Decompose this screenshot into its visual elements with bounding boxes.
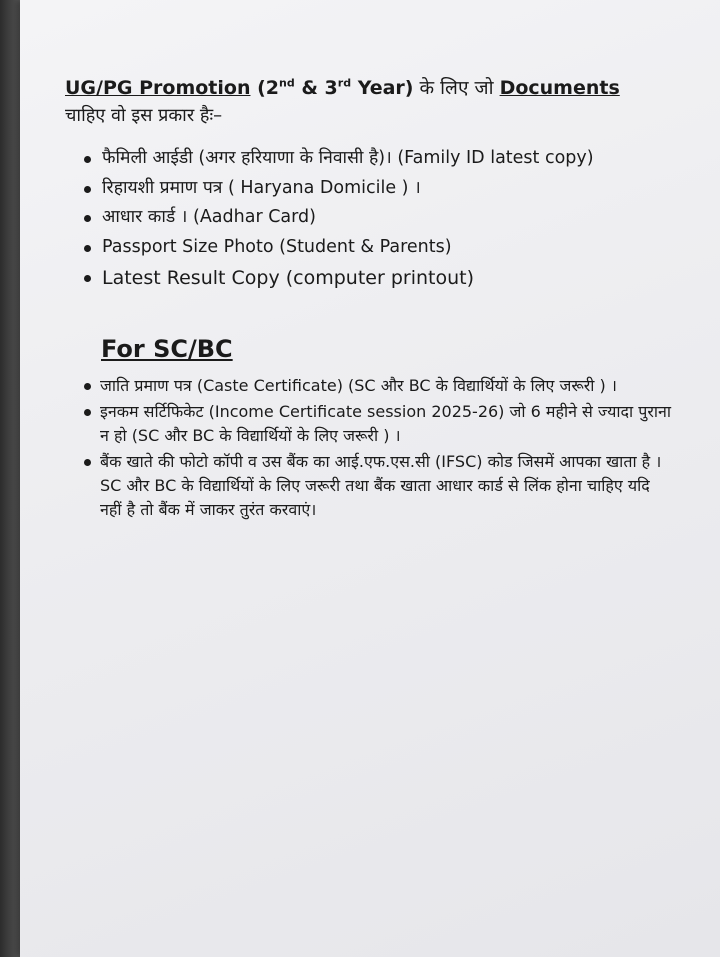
list-item-text: फैमिली आईडी (अगर हरियाणा के निवासी है)। (Family ID latest copy) — [102, 148, 594, 168]
list-item-text: बैंक खाते की फोटो कॉपी व उस बैंक का आई.एफ.एस.सी (IFSC) कोड जिसमें आपका खाता है । SC और BC के विद्यार्थियों के लिए जरूरी तथा बैंक खाता आधार कार्ड से लिंक होना चाहिए यदि नहीं है तो बैंक में जाकर तुरंत करवाएं। — [100, 452, 662, 519]
sc-bc-list — [80, 374, 675, 524]
section-title-sc-bc: For SC/BC — [101, 335, 233, 363]
heading-documents: Documents — [499, 77, 620, 99]
heading-year-open: (2 — [250, 77, 280, 99]
paper-sheet — [20, 0, 720, 957]
bullet-icon — [84, 383, 91, 390]
list-item — [80, 203, 680, 233]
heading-title: UG/PG Promotion — [65, 77, 251, 99]
heading-subline: चाहिए वो इस प्रकार हैः– — [65, 105, 223, 126]
list-item-text: इनकम सर्टिफिकेट (Income Certificate session 2025-26) जो 6 महीने से ज्यादा पुराना न हो (SC और BC के विद्यार्थियों के लिए जरूरी ) । — [100, 402, 672, 445]
list-item — [80, 174, 680, 204]
bullet-icon — [84, 459, 91, 466]
bullet-icon — [84, 215, 91, 222]
heading-sup-nd: nd — [279, 76, 295, 90]
list-item-text: जाति प्रमाण पत्र (Caste Certificate) (SC और BC के विद्यार्थियों के लिए जरूरी ) । — [100, 376, 617, 395]
list-item — [80, 262, 680, 295]
heading-year-close: Year) — [351, 77, 414, 99]
list-item-text: Passport Size Photo (Student & Parents) — [102, 236, 452, 257]
bullet-icon — [84, 275, 91, 282]
list-item-text: Latest Result Copy (computer printout) — [102, 267, 474, 289]
list-item-text: आधार कार्ड । (Aadhar Card) — [102, 207, 316, 227]
list-item — [80, 233, 680, 263]
list-item — [80, 400, 675, 448]
list-item — [80, 450, 675, 522]
heading-hindi: के लिए जो — [413, 77, 500, 99]
bullet-icon — [84, 156, 91, 163]
documents-list — [80, 144, 680, 295]
bullet-icon — [84, 245, 91, 252]
bullet-icon — [84, 186, 91, 193]
heading-year-and: & 3 — [294, 77, 338, 99]
list-item — [80, 144, 680, 174]
page-heading — [65, 74, 685, 102]
list-item-text: रिहायशी प्रमाण पत्र ( Haryana Domicile ) । — [102, 177, 421, 198]
list-item — [80, 374, 675, 398]
heading-sup-rd: rd — [337, 76, 352, 90]
bullet-icon — [84, 409, 91, 416]
